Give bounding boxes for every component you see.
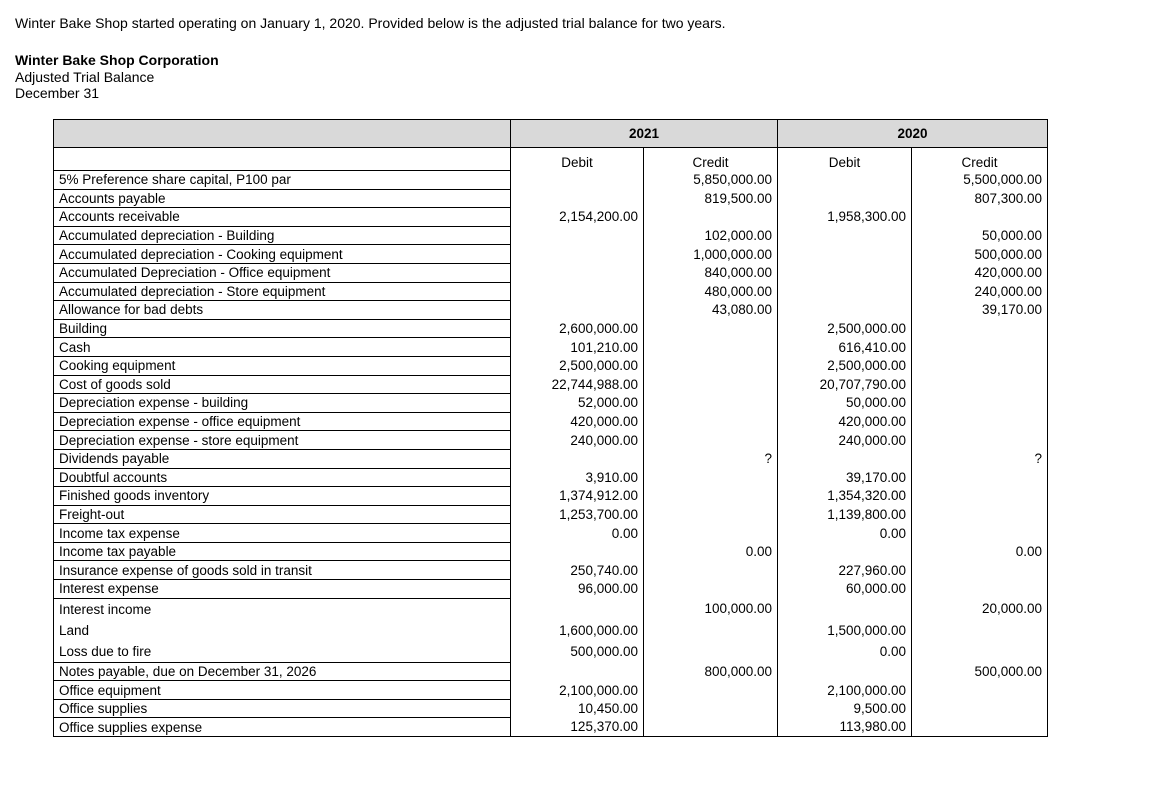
debit-2021-cell: 2,600,000.00	[511, 319, 644, 338]
credit-2020-cell: ?	[912, 449, 1048, 468]
debit-2020-cell	[778, 171, 912, 190]
debit-2021-cell: 3,910.00	[511, 468, 644, 487]
account-cell: Insurance expense of goods sold in transit	[54, 561, 511, 580]
credit-2021-cell	[644, 375, 778, 394]
debit-2021-cell	[511, 301, 644, 320]
table-row	[54, 524, 1048, 543]
table-row	[54, 662, 1048, 681]
account-cell: Land	[54, 620, 511, 641]
account-header-cell	[54, 120, 511, 148]
credit-2020-cell	[912, 620, 1048, 641]
account-cell: Cost of goods sold	[54, 375, 511, 394]
debit-2021-cell	[511, 245, 644, 264]
debit-2021-cell	[511, 189, 644, 208]
debit-2021-cell: 420,000.00	[511, 412, 644, 431]
debit-2020-cell	[778, 301, 912, 320]
credit-2020-cell	[912, 505, 1048, 524]
account-cell: Accounts payable	[54, 189, 511, 208]
debit-2021-cell: 2,100,000.00	[511, 681, 644, 700]
account-cell: Notes payable, due on December 31, 2026	[54, 662, 511, 681]
credit-2021-cell: 0.00	[644, 542, 778, 561]
credit-2021-cell: 5,850,000.00	[644, 171, 778, 190]
year-2020-header: 2020	[778, 120, 1048, 148]
debit-2021-cell: 1,253,700.00	[511, 505, 644, 524]
table-row	[54, 338, 1048, 357]
credit-2021-cell	[644, 699, 778, 718]
statement-heading	[15, 52, 219, 102]
account-cell: Finished goods inventory	[54, 487, 511, 506]
debit-2020-cell: 113,980.00	[778, 718, 912, 737]
debit-2021-header: Debit	[511, 148, 644, 171]
debit-2020-cell: 1,958,300.00	[778, 208, 912, 227]
credit-2021-cell: ?	[644, 449, 778, 468]
debit-2021-cell	[511, 542, 644, 561]
credit-2020-cell: 240,000.00	[912, 282, 1048, 301]
credit-2021-cell: 43,080.00	[644, 301, 778, 320]
credit-2020-cell: 500,000.00	[912, 245, 1048, 264]
credit-2020-cell: 20,000.00	[912, 598, 1048, 620]
debit-2020-cell	[778, 263, 912, 282]
credit-2021-cell	[644, 394, 778, 413]
account-cell: Freight-out	[54, 505, 511, 524]
table-row	[54, 580, 1048, 599]
statement-title: Adjusted Trial Balance	[15, 68, 155, 85]
table-row	[54, 245, 1048, 264]
account-cell: Dividends payable	[54, 449, 511, 468]
intro-text: Winter Bake Shop started operating on January 1, 2020. Provided below is the adjusted trial balance for two years.	[15, 15, 726, 31]
debit-2020-cell	[778, 449, 912, 468]
column-header-row	[54, 148, 1048, 171]
credit-2020-cell	[912, 375, 1048, 394]
debit-2021-cell: 10,450.00	[511, 699, 644, 718]
table-row	[54, 641, 1048, 663]
debit-2021-cell	[511, 598, 644, 620]
credit-2020-cell	[912, 208, 1048, 227]
credit-2021-cell: 819,500.00	[644, 189, 778, 208]
debit-2021-cell: 2,500,000.00	[511, 356, 644, 375]
table-row	[54, 487, 1048, 506]
table-row	[54, 431, 1048, 450]
credit-2021-cell	[644, 338, 778, 357]
table-row	[54, 394, 1048, 413]
debit-2020-cell: 1,500,000.00	[778, 620, 912, 641]
table-row	[54, 620, 1048, 641]
table-row	[54, 699, 1048, 718]
credit-2021-cell	[644, 487, 778, 506]
credit-2021-cell	[644, 431, 778, 450]
credit-2021-cell	[644, 319, 778, 338]
account-cell: Accounts receivable	[54, 208, 511, 227]
table-row	[54, 375, 1048, 394]
debit-2021-cell: 250,740.00	[511, 561, 644, 580]
table-row	[54, 449, 1048, 468]
debit-2021-cell	[511, 449, 644, 468]
debit-2021-cell: 101,210.00	[511, 338, 644, 357]
debit-2020-cell: 616,410.00	[778, 338, 912, 357]
credit-2020-cell	[912, 641, 1048, 663]
credit-2021-cell: 480,000.00	[644, 282, 778, 301]
credit-2021-cell: 840,000.00	[644, 263, 778, 282]
debit-2020-header: Debit	[778, 148, 912, 171]
credit-2021-header: Credit	[644, 148, 778, 171]
credit-2020-cell	[912, 319, 1048, 338]
year-header-row	[54, 120, 1048, 148]
table-row	[54, 189, 1048, 208]
credit-2020-cell: 500,000.00	[912, 662, 1048, 681]
debit-2020-cell: 9,500.00	[778, 699, 912, 718]
credit-2020-header: Credit	[912, 148, 1048, 171]
debit-2020-cell: 1,354,320.00	[778, 487, 912, 506]
debit-2020-cell: 50,000.00	[778, 394, 912, 413]
credit-2020-cell	[912, 580, 1048, 599]
debit-2021-cell: 125,370.00	[511, 718, 644, 737]
credit-2020-cell: 5,500,000.00	[912, 171, 1048, 190]
table-row	[54, 718, 1048, 737]
credit-2020-cell	[912, 524, 1048, 543]
debit-2021-cell: 1,374,912.00	[511, 487, 644, 506]
table-row	[54, 542, 1048, 561]
credit-2020-cell	[912, 561, 1048, 580]
account-cell: Income tax expense	[54, 524, 511, 543]
credit-2021-cell	[644, 561, 778, 580]
account-cell: Cash	[54, 338, 511, 357]
credit-2020-cell: 420,000.00	[912, 263, 1048, 282]
account-cell: Office supplies	[54, 699, 511, 718]
account-cell: Office equipment	[54, 681, 511, 700]
credit-2021-cell	[644, 356, 778, 375]
table-row	[54, 208, 1048, 227]
debit-2021-cell	[511, 282, 644, 301]
debit-2021-cell: 52,000.00	[511, 394, 644, 413]
debit-2020-cell	[778, 598, 912, 620]
debit-2021-cell	[511, 226, 644, 245]
debit-2020-cell: 20,707,790.00	[778, 375, 912, 394]
debit-2020-cell	[778, 189, 912, 208]
debit-2020-cell	[778, 542, 912, 561]
account-cell: Depreciation expense - building	[54, 394, 511, 413]
account-cell: Accumulated depreciation - Store equipment	[54, 282, 511, 301]
account-cell: Accumulated Depreciation - Office equipment	[54, 263, 511, 282]
account-column-header	[54, 148, 511, 171]
table-row	[54, 171, 1048, 190]
credit-2020-cell: 39,170.00	[912, 301, 1048, 320]
account-cell: Accumulated depreciation - Building	[54, 226, 511, 245]
credit-2020-cell	[912, 356, 1048, 375]
credit-2021-cell	[644, 505, 778, 524]
account-cell: Loss due to fire	[54, 641, 511, 663]
trial-balance-body	[54, 171, 1048, 737]
debit-2021-cell: 22,744,988.00	[511, 375, 644, 394]
credit-2020-cell	[912, 394, 1048, 413]
credit-2021-cell: 102,000.00	[644, 226, 778, 245]
debit-2020-cell: 2,500,000.00	[778, 319, 912, 338]
company-name: Winter Bake Shop Corporation	[15, 52, 219, 68]
table-row	[54, 263, 1048, 282]
debit-2020-cell: 2,500,000.00	[778, 356, 912, 375]
account-cell: Doubtful accounts	[54, 468, 511, 487]
debit-2021-cell: 96,000.00	[511, 580, 644, 599]
credit-2020-cell	[912, 468, 1048, 487]
debit-2020-cell: 0.00	[778, 641, 912, 663]
credit-2021-cell	[644, 681, 778, 700]
table-row	[54, 226, 1048, 245]
credit-2021-cell	[644, 620, 778, 641]
debit-2021-cell: 1,600,000.00	[511, 620, 644, 641]
credit-2021-cell	[644, 641, 778, 663]
table-row	[54, 319, 1048, 338]
account-cell: Interest expense	[54, 580, 511, 599]
credit-2021-cell: 1,000,000.00	[644, 245, 778, 264]
credit-2021-cell	[644, 718, 778, 737]
credit-2020-cell	[912, 412, 1048, 431]
credit-2021-cell: 100,000.00	[644, 598, 778, 620]
credit-2021-cell	[644, 208, 778, 227]
table-row	[54, 301, 1048, 320]
debit-2020-cell: 1,139,800.00	[778, 505, 912, 524]
table-row	[54, 412, 1048, 431]
account-cell: 5% Preference share capital, P100 par	[54, 171, 511, 190]
credit-2020-cell: 0.00	[912, 542, 1048, 561]
account-cell: Income tax payable	[54, 542, 511, 561]
account-cell: Cooking equipment	[54, 356, 511, 375]
credit-2020-cell	[912, 681, 1048, 700]
account-cell: Building	[54, 319, 511, 338]
credit-2020-cell: 50,000.00	[912, 226, 1048, 245]
trial-balance-table	[53, 119, 1048, 737]
debit-2020-cell	[778, 282, 912, 301]
statement-date: December 31	[15, 85, 100, 101]
account-cell: Interest income	[54, 598, 511, 620]
credit-2020-cell	[912, 338, 1048, 357]
account-cell: Office supplies expense	[54, 718, 511, 737]
credit-2020-cell	[912, 718, 1048, 737]
debit-2020-cell: 39,170.00	[778, 468, 912, 487]
credit-2020-cell	[912, 431, 1048, 450]
account-cell: Accumulated depreciation - Cooking equipment	[54, 245, 511, 264]
credit-2021-cell	[644, 468, 778, 487]
debit-2020-cell	[778, 245, 912, 264]
debit-2020-cell	[778, 226, 912, 245]
debit-2020-cell	[778, 662, 912, 681]
debit-2020-cell: 0.00	[778, 524, 912, 543]
debit-2020-cell: 240,000.00	[778, 431, 912, 450]
debit-2020-cell: 227,960.00	[778, 561, 912, 580]
table-row	[54, 356, 1048, 375]
debit-2021-cell: 0.00	[511, 524, 644, 543]
debit-2021-cell	[511, 662, 644, 681]
debit-2020-cell: 420,000.00	[778, 412, 912, 431]
credit-2021-cell	[644, 524, 778, 543]
table-row	[54, 505, 1048, 524]
debit-2021-cell: 2,154,200.00	[511, 208, 644, 227]
account-cell: Depreciation expense - office equipment	[54, 412, 511, 431]
table-row	[54, 561, 1048, 580]
debit-2021-cell: 240,000.00	[511, 431, 644, 450]
credit-2020-cell: 807,300.00	[912, 189, 1048, 208]
credit-2020-cell	[912, 699, 1048, 718]
year-2021-header: 2021	[511, 120, 778, 148]
table-row	[54, 468, 1048, 487]
credit-2020-cell	[912, 487, 1048, 506]
credit-2021-cell	[644, 412, 778, 431]
debit-2021-cell	[511, 263, 644, 282]
debit-2020-cell: 60,000.00	[778, 580, 912, 599]
account-cell: Allowance for bad debts	[54, 301, 511, 320]
debit-2021-cell	[511, 171, 644, 190]
account-cell: Depreciation expense - store equipment	[54, 431, 511, 450]
credit-2021-cell: 800,000.00	[644, 662, 778, 681]
table-row	[54, 282, 1048, 301]
credit-2021-cell	[644, 580, 778, 599]
table-row	[54, 681, 1048, 700]
table-row	[54, 598, 1048, 620]
debit-2021-cell: 500,000.00	[511, 641, 644, 663]
debit-2020-cell: 2,100,000.00	[778, 681, 912, 700]
